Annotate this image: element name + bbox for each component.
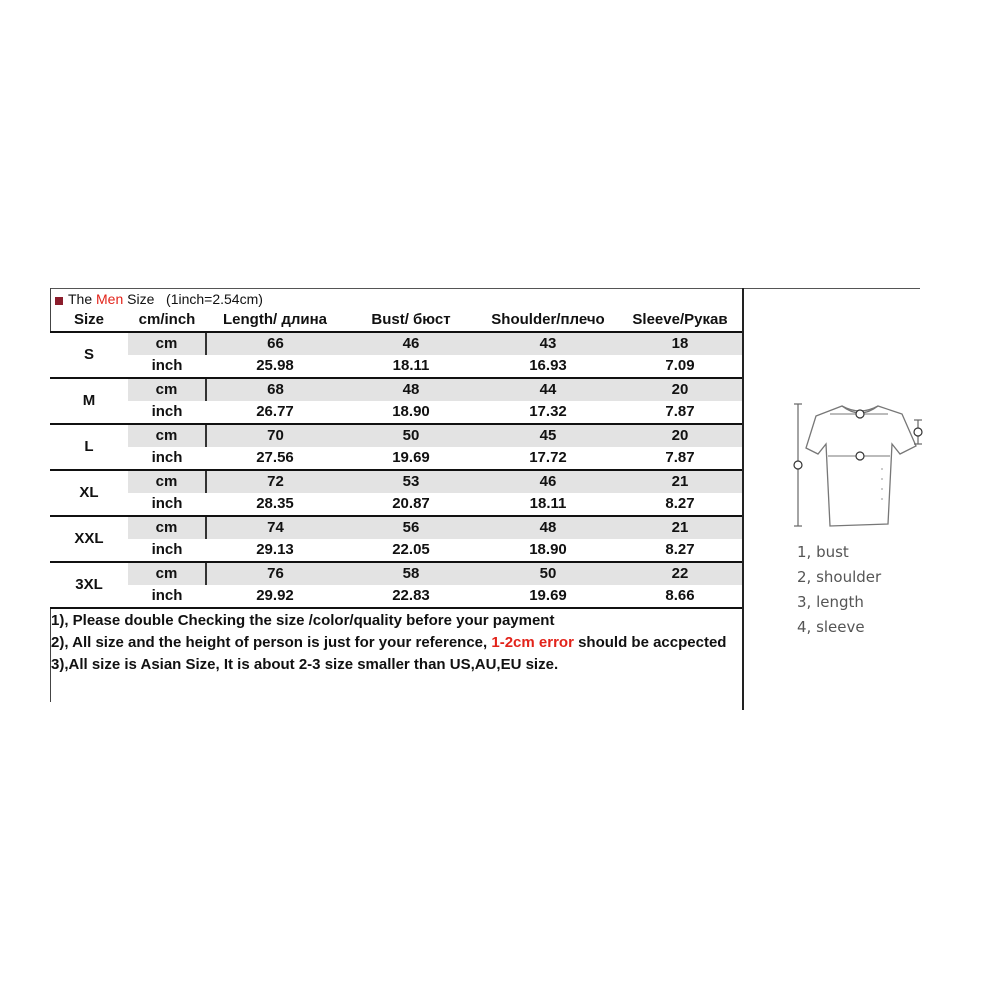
size-label: XL <box>50 470 128 516</box>
table-header-row <box>50 309 742 332</box>
sleeve-cell: 18 <box>618 332 742 355</box>
table-row <box>50 585 742 608</box>
length-cell: 74 <box>206 516 344 539</box>
marker-bust <box>856 452 864 460</box>
length-cell: 25.98 <box>206 355 344 378</box>
note-2-text: 2), All size and the height of person is just for your reference, <box>51 634 492 651</box>
length-cell: 26.77 <box>206 401 344 424</box>
shoulder-cell: 43 <box>478 332 618 355</box>
bust-cell: 22.05 <box>344 539 478 562</box>
shoulder-cell: 18.90 <box>478 539 618 562</box>
unit-cell: inch <box>128 493 206 516</box>
sleeve-cell: 8.27 <box>618 493 742 516</box>
size-label: S <box>50 332 128 378</box>
header-sleeve: Sleeve/Рукав <box>618 309 742 332</box>
shoulder-cell: 46 <box>478 470 618 493</box>
length-cell: 76 <box>206 562 344 585</box>
header-size: Size <box>50 309 128 332</box>
sleeve-cell: 7.87 <box>618 401 742 424</box>
shoulder-cell: 50 <box>478 562 618 585</box>
bust-cell: 56 <box>344 516 478 539</box>
shoulder-cell: 17.72 <box>478 447 618 470</box>
shoulder-cell: 45 <box>478 424 618 447</box>
unit-cell: inch <box>128 585 206 608</box>
shoulder-cell: 44 <box>478 378 618 401</box>
measurement-legend <box>797 540 881 640</box>
bust-cell: 48 <box>344 378 478 401</box>
table-row <box>50 516 742 539</box>
table-row <box>50 378 742 401</box>
bust-cell: 20.87 <box>344 493 478 516</box>
frame-top-border-right <box>744 288 920 289</box>
table-row <box>50 493 742 516</box>
marker-length <box>794 461 802 469</box>
length-cell: 70 <box>206 424 344 447</box>
legend-item: 2, shoulder <box>797 568 882 586</box>
note-3: 3),All size is Asian Size, It is about 2-3 size smaller than US,AU,EU size. <box>51 656 559 673</box>
frame-right-border <box>742 288 744 710</box>
title-prefix: The <box>68 291 97 307</box>
header-unit: cm/inch <box>128 309 206 332</box>
length-cell: 68 <box>206 378 344 401</box>
sleeve-cell: 21 <box>618 516 742 539</box>
sleeve-cell: 21 <box>618 470 742 493</box>
frame-top-border <box>50 288 744 289</box>
tshirt-outline <box>806 406 916 526</box>
bust-cell: 19.69 <box>344 447 478 470</box>
sleeve-cell: 22 <box>618 562 742 585</box>
shoulder-cell: 17.32 <box>478 401 618 424</box>
sleeve-cell: 8.66 <box>618 585 742 608</box>
legend-item: 4, sleeve <box>797 618 865 636</box>
unit-cell: cm <box>128 424 206 447</box>
sleeve-cell: 8.27 <box>618 539 742 562</box>
marker-sleeve <box>914 428 922 436</box>
length-cell: 29.92 <box>206 585 344 608</box>
bust-cell: 22.83 <box>344 585 478 608</box>
unit-cell: cm <box>128 378 206 401</box>
length-cell: 28.35 <box>206 493 344 516</box>
sleeve-cell: 20 <box>618 378 742 401</box>
note-2-tail: should be accpected <box>573 634 727 651</box>
sleeve-cell: 7.09 <box>618 355 742 378</box>
table-row <box>50 332 742 355</box>
size-label: M <box>50 378 128 424</box>
table-row <box>50 401 742 424</box>
length-cell: 72 <box>206 470 344 493</box>
size-label: L <box>50 424 128 470</box>
title-suffix: Size (1inch=2.54cm) <box>123 291 263 307</box>
legend-item: 3, length <box>797 593 864 611</box>
table-row <box>50 470 742 493</box>
unit-cell: cm <box>128 562 206 585</box>
chart-title <box>55 290 263 308</box>
size-table <box>50 309 742 609</box>
bust-cell: 50 <box>344 424 478 447</box>
length-cell: 66 <box>206 332 344 355</box>
unit-cell: cm <box>128 470 206 493</box>
shoulder-cell: 16.93 <box>478 355 618 378</box>
shoulder-cell: 48 <box>478 516 618 539</box>
header-bust: Bust/ бюст <box>344 309 478 332</box>
title-square-icon <box>55 297 63 305</box>
unit-cell: inch <box>128 401 206 424</box>
unit-cell: inch <box>128 539 206 562</box>
bust-cell: 46 <box>344 332 478 355</box>
note-1: 1), Please double Checking the size /color/quality before your payment <box>51 612 555 629</box>
header-shoulder: Shoulder/плечо <box>478 309 618 332</box>
header-length: Length/ длина <box>206 309 344 332</box>
bust-cell: 18.90 <box>344 401 478 424</box>
length-cell: 29.13 <box>206 539 344 562</box>
sleeve-cell: 20 <box>618 424 742 447</box>
note-2 <box>51 632 731 654</box>
notes <box>51 610 731 676</box>
table-row <box>50 424 742 447</box>
bust-cell: 53 <box>344 470 478 493</box>
marker-shoulder <box>856 410 864 418</box>
unit-cell: cm <box>128 332 206 355</box>
legend-item: 1, bust <box>797 543 849 561</box>
title-highlight: Men <box>96 291 124 307</box>
shoulder-cell: 18.11 <box>478 493 618 516</box>
note-2-error: 1-2cm error <box>491 634 574 651</box>
bust-cell: 18.11 <box>344 355 478 378</box>
table-row <box>50 355 742 378</box>
table-row <box>50 562 742 585</box>
unit-cell: inch <box>128 447 206 470</box>
unit-cell: cm <box>128 516 206 539</box>
unit-cell: inch <box>128 355 206 378</box>
bust-cell: 58 <box>344 562 478 585</box>
table-row <box>50 539 742 562</box>
tshirt-measurement-icon <box>790 398 930 534</box>
shoulder-cell: 19.69 <box>478 585 618 608</box>
size-label: 3XL <box>50 562 128 608</box>
table-row <box>50 447 742 470</box>
size-label: XXL <box>50 516 128 562</box>
sleeve-cell: 7.87 <box>618 447 742 470</box>
length-cell: 27.56 <box>206 447 344 470</box>
